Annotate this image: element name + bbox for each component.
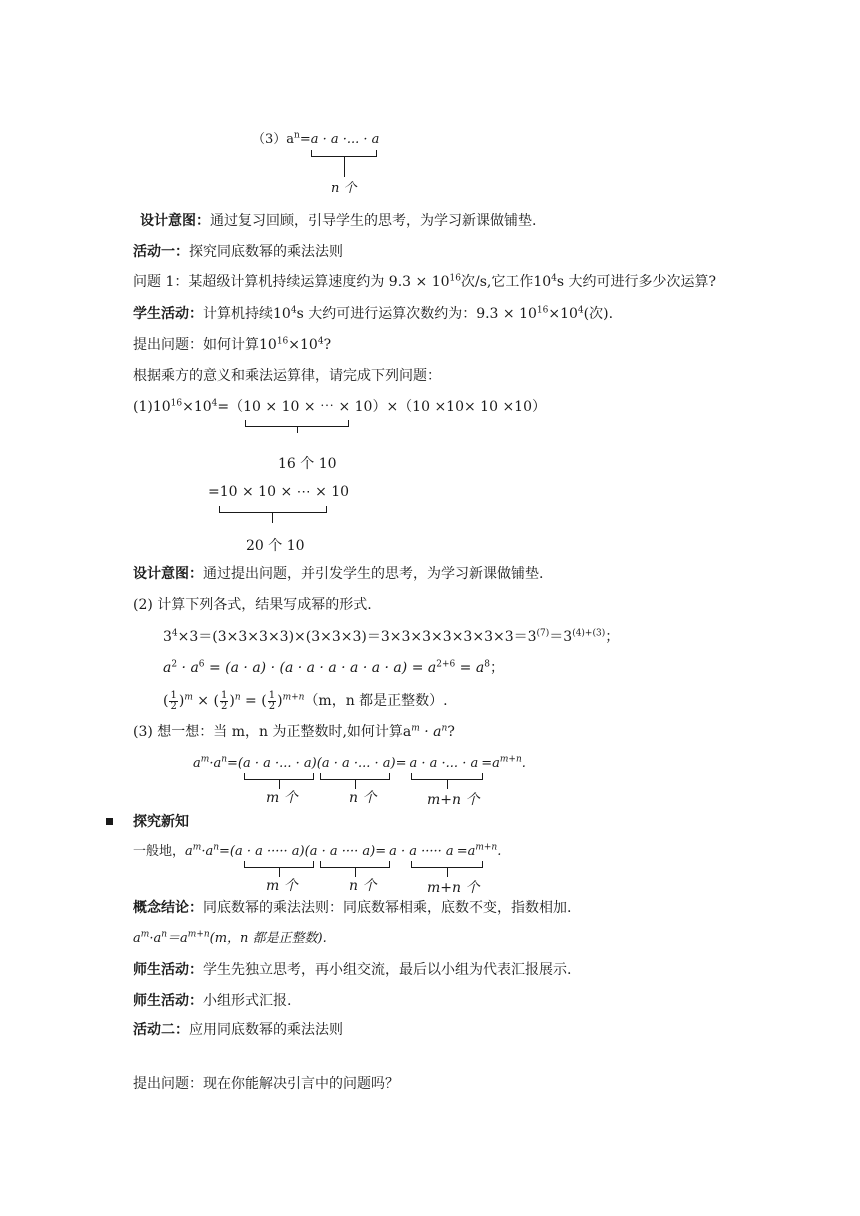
underbrace-n-1 — [320, 773, 390, 780]
raise-question: 提出问题：如何计算$10^{16}\times 10^4$? — [133, 336, 332, 353]
concept-conclusion: 概念结论：同底数幂的乘法法则：同底数幂相乘，底数不变，指数相加. — [133, 900, 572, 916]
question-1: 问题 1：某超级计算机持续运算速度约为 $9.3 \times 10^{16}$次/s,它工作$10^4s$ 大约可进行多少次运算? — [133, 273, 717, 290]
underbrace-n — [311, 150, 377, 157]
design-intent-1: 设计意图：通过复习回顾，引导学生的思考，为学习新课做铺垫. — [140, 213, 537, 229]
section-bullet-icon — [106, 818, 113, 825]
activity-2-heading: 活动二：应用同底数幂的乘法法则 — [133, 1022, 343, 1038]
underbrace-mn-2 — [411, 861, 483, 868]
underbrace-mn-1-tick — [447, 780, 448, 789]
underbrace-16-tick — [297, 427, 298, 433]
underbrace-m-1 — [244, 773, 314, 780]
activity-1-heading: 活动一：探究同底数幂的乘法法则 — [133, 244, 343, 260]
instruction-text: 根据乘方的意义和乘法运算律，请完成下列问题： — [133, 368, 441, 384]
underbrace-n-2-tick — [355, 868, 356, 877]
problem-1-line: $(1)10^{16}\times 10^4=(10 \times 10$ × ⋯ × 10）×（10 ×10× 10 ×10） — [133, 398, 546, 415]
section-title: 探究新知 — [133, 814, 189, 830]
underbrace-m-2-tick — [279, 868, 280, 877]
underbrace-m-1-tick — [279, 780, 280, 789]
problem-1-result: =10 × 10 × ⋯ × 10 — [208, 484, 350, 500]
fraction-half-2: $\frac{1}{2}$ — [220, 689, 228, 712]
expansion-line-1: $a^m\cdot a^n=(a \cdot a$ ·... · a)(a · a ·... · a)= a · a ·... · $a =a^{m+n}$. — [193, 754, 526, 771]
problem-2-heading: (2) 计算下列各式，结果写成幂的形式. — [133, 597, 372, 613]
label-16-of-10: 16 个 10 — [278, 456, 337, 472]
underbrace-16 — [245, 420, 349, 427]
underbrace-mn-2-tick — [447, 868, 448, 877]
fraction-half-3: $\frac{1}{2}$ — [268, 689, 276, 712]
rule-formula: $a^m\cdot a^n=a^{m+n}(m$，n 都是正整数). — [133, 929, 327, 946]
label-20-of-10: 20 个 10 — [246, 538, 305, 554]
final-question: 提出问题：现在你能解决引言中的问题吗？ — [133, 1076, 399, 1092]
equation-powers-of-a: $a^2 \cdot a^6 = (a \cdot a) \cdot (a \cdot a \cdot a \cdot a \cdot a \cdot a) = a^{2+6} = a^8$； — [163, 659, 504, 676]
underbrace-n-2 — [320, 861, 390, 868]
underbrace-n-tick — [344, 157, 345, 177]
label-m-count-2: m 个 — [266, 878, 298, 894]
label-n-count: n 个 — [331, 181, 357, 196]
label-n-count-2: n 个 — [349, 878, 377, 894]
student-activity: 学生活动：计算机持续$10^4s$ 大约可进行运算次数约为：$9.3 \times 10^{16}\times 10^4$(次). — [133, 305, 614, 322]
equation-half-powers: ( $\frac{1}{2}$ )$^m$ × ( $\frac{1}{2}$ )$^n$ = ( $\frac{1}{2}$ )$^{m+n}$（m，n 都是正整数）. — [163, 689, 448, 712]
underbrace-mn-1 — [411, 773, 483, 780]
problem-3-line: (3) 想一想：当 m，n 为正整数时,如何计算$a^m \cdot a^n$? — [133, 723, 455, 740]
expansion-line-2: 一般地，$a^m\cdot a^n=(a \cdot a$ ····· a)(a · a ···· a)= a · a ····· $a =a^{m+n}$. — [133, 842, 502, 859]
label-m-count-1: m 个 — [266, 790, 298, 806]
line-prefix: （3）a — [252, 132, 295, 147]
underbrace-n-1-tick — [355, 780, 356, 789]
teacher-student-activity-1: 师生活动：学生先独立思考，再小组交流，最后以小组为代表汇报展示. — [133, 962, 572, 978]
fraction-half-1: $\frac{1}{2}$ — [170, 689, 177, 712]
teacher-student-activity-2: 师生活动：小组形式汇报. — [133, 993, 292, 1009]
design-intent-2: 设计意图：通过提出问题，并引发学生的思考，为学习新课做铺垫. — [133, 566, 544, 582]
underbrace-m-2 — [244, 861, 314, 868]
underbrace-20-tick — [272, 513, 273, 523]
label-mn-count-2: m+n 个 — [427, 880, 480, 896]
equation-powers-of-3: $3^4\times 3=(3\times 3\times 3\times 3)\times(3\times 3\times 3)=3\times 3\times 3\times 3\times 3\times 3\times 3=3^{(7)}=3^{(4)+(3)}$； — [163, 628, 620, 645]
label-mn-count-1: m+n 个 — [427, 792, 480, 808]
underbrace-20 — [219, 506, 327, 513]
label-n-count-1: n 个 — [349, 790, 377, 806]
line-an-definition: $(3)a^n=a \cdot a$ ·... · a — [252, 130, 380, 147]
